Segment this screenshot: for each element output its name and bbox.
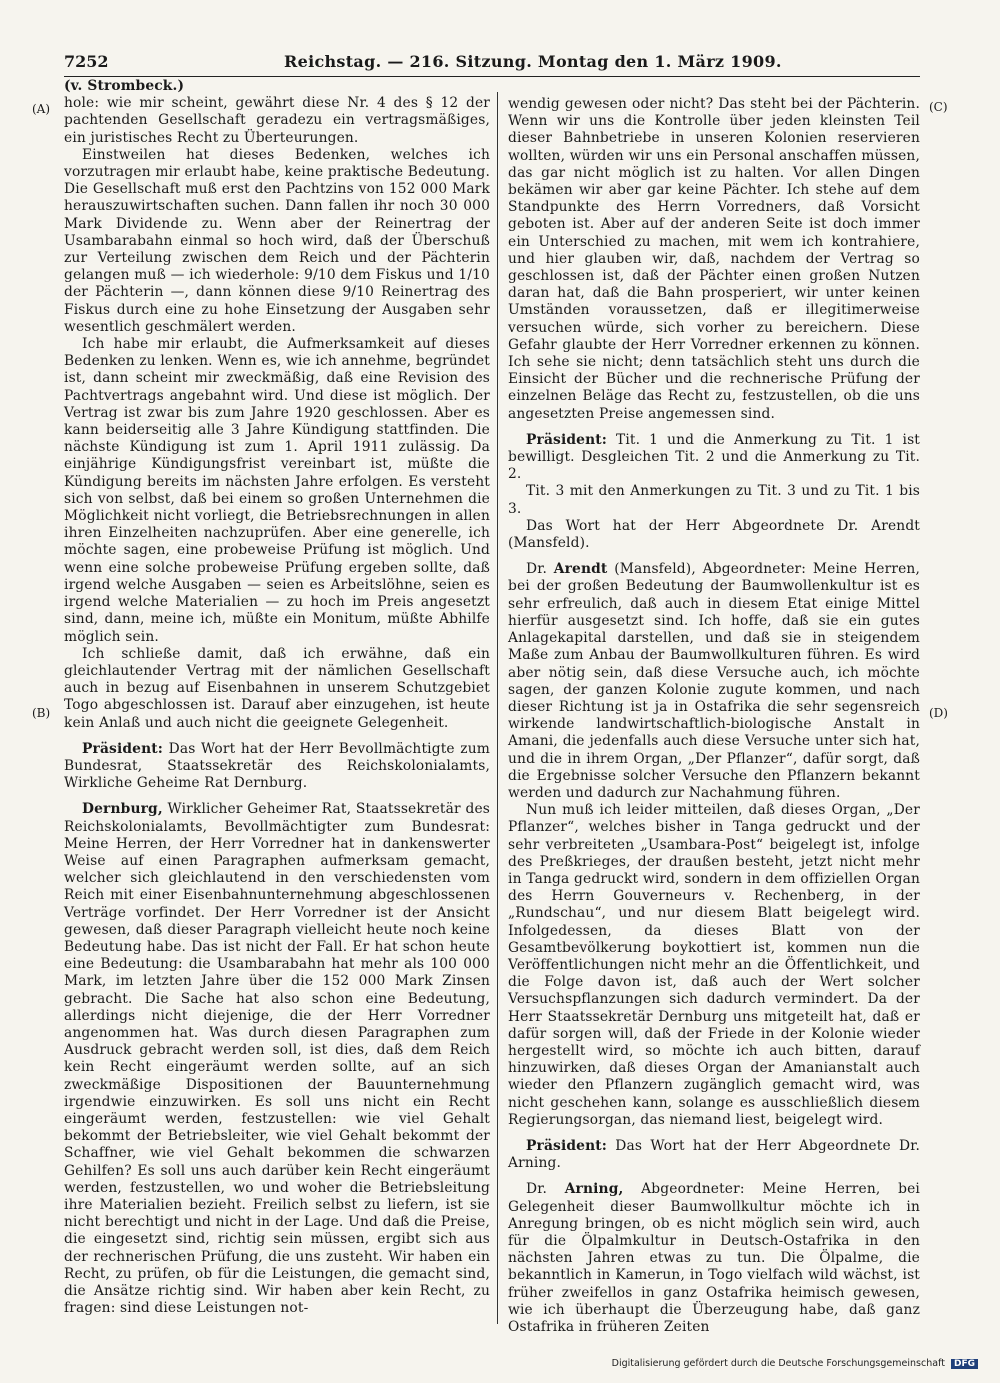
- speech-arendt: Dr. Arendt (Mansfeld), Abgeordneter: Meine Herren, bei der großen Bedeutung der Baumwollenkultur ist es sehr erfreulich, daß auch in diesem Etat einige Mittel hierfür ausgesetzt sind. Ich hoffe, daß sie ein gutes Anlagekapital darstellen, und daß sie in steigendem Maße zum Anbau der Baumwollkulturen führen. Es wird aber nötig sein, daß diese Versuche auch, ich möchte sagen, der ganzen Kolonie zugute kommen, und nach dieser Richtung ist ja in Ostafrika die sehr segensreich wirkende landwirtschaftlich-biologische Anstalt in Amani, die jedenfalls auch diese Versuche unter sich hat, und die in ihrem Organ, „Der Pflanzer“, dafür sorgt, daß die Ergebnisse solcher Versuche den Pflanzern bekannt werden und dadurch zur Nachahmung führen.: [508, 561, 920, 801]
- margin-label-c: (C): [929, 100, 948, 114]
- paragraph: Ich habe mir erlaubt, die Aufmerksamkeit auf dieses Bedenken zu lenken. Wenn es, wie ich annehme, begründet ist, dann scheint mir zweckmäßig, daß eine Revision des Pachtvertrags angebahnt wird. Und diese ist möglich. Der Vertrag ist zwar bis zum Jahre 1920 geschlossen. Aber es kann beiderseitig alle 3 Jahre Kündigung stattfinden. Die nächste Kündigung ist zum 1. April 1911 zulässig. Da einjährige Kündigungsfrist vereinbart ist, müßte die Kündigung bereits im nächsten Jahre erfolgen. Es versteht sich von selbst, daß bei einem so großen Unternehmen die Möglichkeit nicht vorliegt, die Betriebsrechnungen in allen ihren Einzelheiten nachzuprüfen. Aber eine generelle, ich möchte sagen, eine probeweise Prüfung ist möglich. Und wenn eine solche probeweise Prüfung ergeben sollte, daß irgend welche Ausgaben — seien es Arbeitslöhne, seien es irgend welche Materialien — zu hoch im Preis angesetzt sind, dann, meine ich, müßte ein Monitum, müßte Abhilfe möglich sein.: [64, 336, 490, 645]
- paragraph: hole: wie mir scheint, gewährt diese Nr. 4 des § 12 der pachtenden Gesellschaft geradezu ein vertragsmäßiges, ein juristisches Recht zu Überteurungen.: [64, 95, 490, 146]
- page-number: 7252: [64, 52, 109, 71]
- speaker-continuation: (v. Strombeck.): [64, 78, 185, 94]
- left-column: [64, 78, 490, 1317]
- speaker-name: Arendt: [553, 561, 608, 578]
- speech-dernburg: Dernburg, Wirklicher Geheimer Rat, Staatssekretär des Reichskolonialamts, Bevollmächtigter zum Bundesrat: Meine Herren, der Herr Vorredner hat in dankenswerter Weise auf einen Paragraphen aufmerksam gemacht, welcher sich gleichlautend in den verschiedensten vom Reich mit einer Eisenbahnunternehmung abgeschlossenen Verträge vorfindet. Der Herr Vorredner ist der Ansicht gewesen, daß dieser Paragraph vielleicht heute noch keine Bedeutung habe. Das ist nicht der Fall. Er hat schon heute eine Bedeutung: die Usambarabahn hat mehr als 100 000 Mark, im letzten Jahre über die 152 000 Mark Zinsen gebracht. Die Sache hat also schon eine Bedeutung, allerdings nicht diejenige, die der Herr Vorredner angenommen hat. Was durch diesen Paragraphen zum Ausdruck gebracht werden soll, ist dies, daß dem Reich kein Recht eingeräumt werden sollte, auf an sich zweckmäßige Dispositionen der Bauunternehmung irgendwie einzuwirken. Es soll uns nicht ein Recht eingeräumt werden, festzustellen: wie viel Gehalt bekommt der Betriebsleiter, wie viel Gehalt bekommt der Schaffner, wie viel Gehalt bekommen die schwarzen Gehilfen? Es soll uns auch darüber kein Recht eingeräumt werden, festzustellen, wo und woher die Betriebsleitung ihre Materialien bezieht. Freilich selbst zu liefern, ist sie nicht berechtigt und nicht in der Lage. Und daß die Preise, die eingesetzt sind, richtig sein müssen, ergibt sich aus der rechnerischen Prüfung, die uns zusteht. Wir haben ein Recht, zu prüfen, ob für die Leistungen, die gemacht sind, die Ansätze richtig sind. Wir haben aber kein Recht, zu fragen: sind diese Leistungen not-: [64, 801, 490, 1317]
- paragraph: Einstweilen hat dieses Bedenken, welches ich vorzutragen mir erlaubt habe, keine praktische Bedeutung. Die Gesellschaft muß erst den Pachtzins von 152 000 Mark herauszuwirtschaften suchen. Dann fallen ihr noch 30 000 Mark Dividende zu. Wenn aber der Reinertrag der Usambarabahn einmal so hoch wird, daß der Überschuß zur Verteilung zwischen dem Reich und der Pächterin gelangen muß — ich wiederhole: 9/10 dem Fiskus und 1/10 der Pächterin —, dann können diese 9/10 Reinertrag des Fiskus durch eine zu hohe Einsetzung der Ausgaben sehr wesentlich geschmälert werden.: [64, 146, 490, 335]
- margin-label-d: (D): [929, 706, 948, 720]
- paragraph: Tit. 3 mit den Anmerkungen zu Tit. 3 und zu Tit. 1 bis 3.: [508, 483, 920, 517]
- funding-note: Digitalisierung gefördert durch die Deutsche Forschungsgemeinschaft: [611, 1358, 945, 1369]
- president-statement: Präsident: Das Wort hat der Herr Bevollmächtigte zum Bundesrat, Staatssekretär des Reichskolonialamts, Wirkliche Geheime Rat Dernburg.: [64, 740, 490, 792]
- paragraph: Nun muß ich leider mitteilen, daß dieses Organ, „Der Pflanzer“, welches bisher in Tanga gedruckt und der sehr verbreiteten „Usambara-Post“ beigelegt ist, infolge des Preßkrieges, der draußen besteht, jetzt nicht mehr in Tanga gedruckt wird, sondern in dem offiziellen Organ des Herrn Gouverneurs v. Rechenberg, in der „Rundschau“, und nur diesem Blatt beigelegt wird. Infolgedessen, da dieses Blatt von der Gesamtbevölkerung boykottiert ist, kommen nun die Veröffentlichungen nicht mehr an die Öffentlichkeit, und die Folge davon ist, daß auch der Wert solcher Versuchspflanzungen sich dadurch vermindert. Da der Herr Staatssekretär Dernburg uns mitgeteilt hat, daß er dafür sorgen will, daß der Friede in der Kolonie wieder hergestellt wird, so möchte ich auch bitten, darauf hinzuwirken, daß dieses Organ der Amanianstalt auch wieder den Pflanzern zugänglich gemacht wird, was nicht geschehen kann, solange es ausschließlich diesem Regierungsorgan, das niemand liest, beigelegt wird.: [508, 802, 920, 1128]
- running-title: Reichstag. — 216. Sitzung. Montag den 1. März 1909.: [284, 52, 782, 71]
- right-column: [508, 96, 920, 1336]
- column-divider: [497, 92, 498, 1324]
- footer-credit: [612, 1358, 978, 1369]
- speaker-name: Präsident:: [82, 740, 164, 757]
- president-statement: Präsident: Das Wort hat der Herr Abgeordnete Dr. Arning.: [508, 1137, 920, 1172]
- paragraph: wendig gewesen oder nicht? Das steht bei der Pächterin. Wenn wir uns die Kontrolle über jeden kleinsten Teil dieser Bahnbetriebe in unseren Kolonien reservieren wollten, würden wir uns ein Personal anschaffen müssen, das gar nicht möglich ist zu halten. Vor allen Dingen bekämen wir aber gar keine Pächter. Ich stehe auf dem Standpunkte des Herrn Vorredners, daß Vorsicht geboten ist. Aber auf der anderen Seite ist doch immer ein Unterschied zu machen, mit wem ich kontrahiere, und hier glauben wir, daß, nachdem der Vertrag so geschlossen ist, daß der Pächter einen großen Nutzen daran hat, daß die Bahn prosperiert, wir unter keinen Umständen voraussetzen, daß er illegitimerweise versuchen würde, sich vorher zu bereichern. Diese Gefahr glaubte der Herr Vorredner erkennen zu können. Ich sehe sie nicht; denn tatsächlich steht uns durch die Einsicht der Bücher und die rechnerische Prüfung der einzelnen Beläge das Recht zu, festzustellen, ob die uns angesetzten Preise angemessen sind.: [508, 96, 920, 422]
- paragraph: Ich schließe damit, daß ich erwähne, daß ein gleichlautender Vertrag mit der nämlichen Gesellschaft auch in bezug auf Eisenbahnen in unserem Schutzgebiet Togo abgeschlossen ist. Darauf aber einzugehen, ist heute kein Anlaß und auch nicht die geeignete Gelegenheit.: [64, 645, 490, 731]
- speech-arning: Dr. Arning, Abgeordneter: Meine Herren, bei Gelegenheit dieser Baumwollkultur möchte ich in Anregung bringen, ob es nicht möglich sein wird, auch für die Ölpalmkultur in Deutsch-Ostafrika in den nächsten Jahren etwas zu tun. Die Ölpalme, die bekanntlich in Kamerun, in Togo vielfach wild wächst, ist früher zweifellos in ganz Ostafrika heimisch gewesen, wie ich überhaupt die Überzeugung habe, daß ganz Ostafrika in früheren Zeiten: [508, 1181, 920, 1336]
- margin-label-b: (B): [32, 706, 51, 720]
- speaker-name: Präsident:: [526, 1137, 608, 1154]
- paragraph: Das Wort hat der Herr Abgeordnete Dr. Arendt (Mansfeld).: [508, 517, 920, 552]
- speaker-name: Präsident:: [526, 431, 608, 448]
- margin-label-a: (A): [32, 102, 51, 116]
- page-header: [64, 52, 920, 74]
- header-rule: [64, 76, 920, 77]
- speaker-name: Dernburg,: [82, 801, 163, 818]
- speaker-name: Arning,: [564, 1181, 624, 1198]
- president-statement: Präsident: Tit. 1 und die Anmerkung zu Tit. 1 ist bewilligt. Desgleichen Tit. 2 und die Anmerkung zu Tit. 2.: [508, 431, 920, 483]
- dfg-logo-icon: DFG: [951, 1359, 978, 1369]
